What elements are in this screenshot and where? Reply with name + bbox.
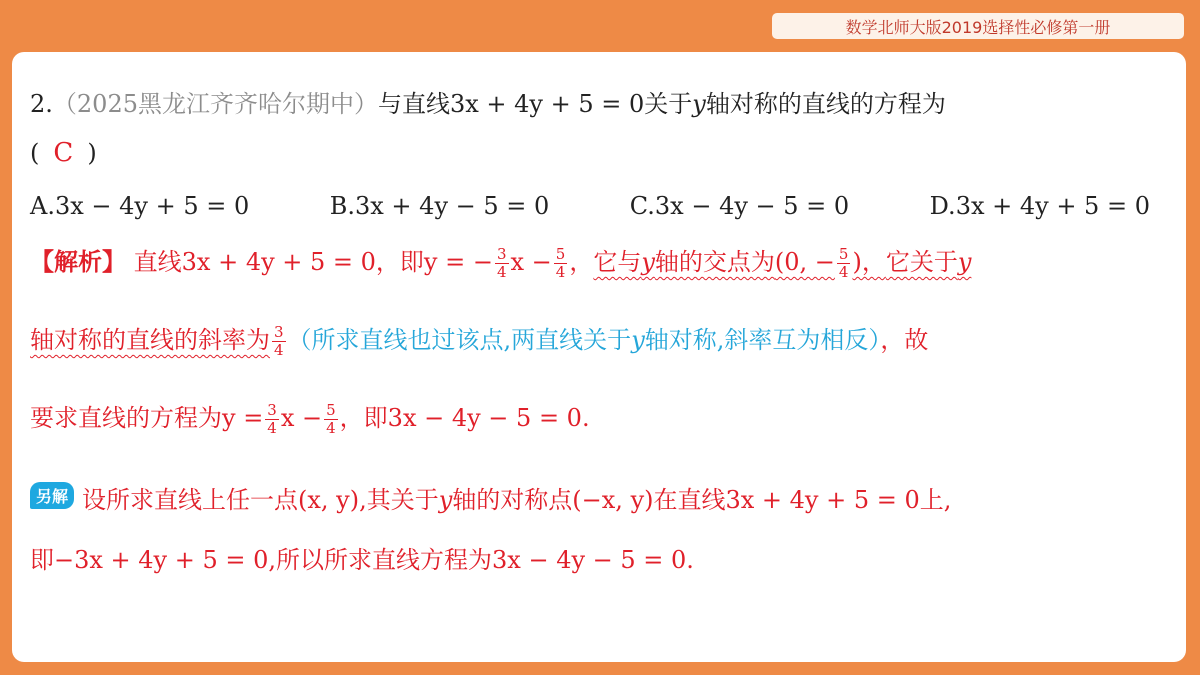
alternative-line-1 — [30, 480, 951, 515]
question-stem — [30, 84, 946, 119]
stem-var: y — [692, 90, 706, 118]
analysis-text: ，故 — [880, 326, 929, 354]
alt-equation: 3x − 4y − 5 = 0. — [492, 546, 694, 574]
alt-text: 即 — [30, 546, 54, 574]
analysis-highlight: 轴对称的直线的斜率为 $\frac{3}{4}$ — [30, 323, 284, 359]
alt-equation: −3x + 4y + 5 = 0 — [54, 546, 269, 574]
alt-text: ,所以所求直线方程为 — [268, 546, 493, 574]
alternative-badge: 另解 — [30, 482, 74, 509]
analysis-equation: x − — [510, 248, 552, 276]
alt-equation: 3x + 4y + 5 = 0 — [725, 486, 920, 514]
analysis-line-2 — [30, 320, 928, 359]
analysis-equation: 3x + 4y + 5 = 0 — [181, 248, 376, 276]
answer-choice: C — [53, 138, 74, 168]
alt-equation: (x, y) — [298, 486, 360, 514]
stem-equation: 3x + 4y + 5 = 0 — [449, 90, 645, 118]
analysis-line-3 — [30, 398, 590, 437]
header-title: 数学北师大版2019选择性必修第一册 — [772, 13, 1184, 39]
analysis-equation: x − — [280, 404, 323, 432]
alt-text: 在直线 — [653, 486, 726, 514]
analysis-equation: y = − — [423, 248, 493, 276]
question-number: 2. — [30, 90, 53, 118]
fraction: $\frac{3}{4}$ — [496, 245, 507, 281]
alt-text: ,其关于 — [359, 486, 439, 514]
alternative-line-2 — [30, 540, 694, 575]
analysis-note: （所求直线也过该点,两直线关于y轴对称,斜率互为相反） — [287, 326, 881, 354]
option-b[interactable]: B.3x + 4y − 5 = 0 — [329, 192, 550, 220]
stem-text: 与直线 — [377, 90, 450, 118]
fraction: $\frac{5}{4}$ — [326, 401, 336, 437]
analysis-text: ，即 — [339, 404, 388, 432]
alt-equation: (−x, y) — [572, 486, 654, 514]
analysis-equation: 3x − 4y − 5 = 0. — [387, 404, 590, 432]
option-a[interactable]: A.3x − 4y + 5 = 0 — [30, 192, 250, 220]
paren-close: ) — [87, 139, 97, 167]
stem-text: 轴对称的直线的方程为 — [705, 90, 946, 118]
alt-text: 轴的对称点 — [452, 486, 573, 514]
alt-text: 设所求直线上任一点 — [82, 486, 299, 514]
analysis-tag: 【解析】 — [30, 247, 126, 276]
analysis-equation: y = — [222, 404, 264, 432]
fraction: $\frac{5}{4}$ — [555, 245, 566, 281]
alt-var: y — [438, 486, 453, 514]
option-d[interactable]: D.3x + 4y + 5 = 0 — [929, 192, 1150, 220]
analysis-text: 直线 — [133, 248, 182, 276]
analysis-highlight: 它与y轴的交点为(0, − $\frac{5}{4}$ )，它关于y — [593, 245, 972, 281]
question-source: （2025黑龙江齐齐哈尔期中） — [52, 90, 378, 118]
analysis-text: ，即 — [375, 248, 424, 276]
analysis-text: 要求直线的方程为 — [30, 404, 222, 432]
answer-bracket — [30, 138, 97, 168]
fraction: $\frac{3}{4}$ — [267, 401, 277, 437]
option-c[interactable]: C.3x − 4y − 5 = 0 — [629, 192, 850, 220]
analysis-line-1 — [30, 242, 971, 281]
stem-text: 关于 — [644, 90, 693, 118]
alt-text: 上, — [919, 486, 952, 514]
content-card — [12, 52, 1186, 662]
analysis-text: ， — [569, 248, 594, 276]
paren-open: ( — [30, 139, 40, 167]
options-row — [30, 192, 1150, 220]
